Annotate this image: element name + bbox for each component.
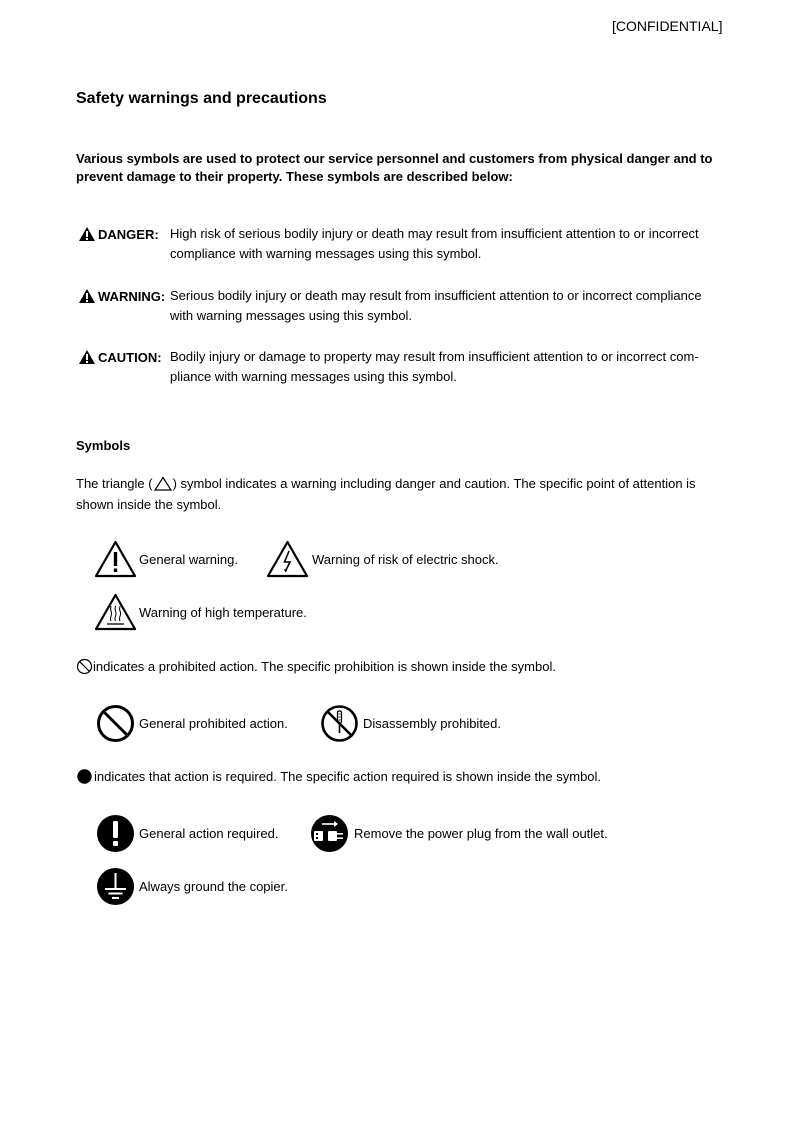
intro-paragraph: Various symbols are used to protect our service personnel and customers from physical danger and to prevent damage to their property. These symbols are described below: [76,151,713,184]
action-required-icon [96,814,135,853]
symbol-always-ground [96,867,288,906]
disassembly-prohibited-icon [320,704,359,743]
symbol-general-warning [94,540,238,578]
danger-label-text: DANGER: [98,226,159,242]
general-prohibited-icon [96,704,135,743]
symbol-general-prohibited [96,704,288,743]
always-ground-label: Always ground the copier. [139,879,288,894]
disassembly-prohibited-label: Disassembly prohibited. [363,716,502,731]
ground-icon [96,867,135,906]
general-prohibited-label: General prohibited action. [139,716,288,731]
caution-description: Bodily injury or damage to property may result from insufficient attention to or incorrect com-pliance with warning messages using this symbol. [170,349,699,384]
required-intro [76,768,601,785]
danger-label [78,226,159,242]
page-title: Safety warnings and precautions [76,90,327,107]
caution-label [78,349,162,365]
warning-triangle-icon [78,288,96,304]
unplug-icon [310,814,349,853]
electric-shock-icon [266,540,309,578]
symbol-general-action-required [96,814,278,853]
symbol-disassembly-prohibited [320,704,501,743]
general-warning-label: General warning. [139,551,238,567]
caution-label-text: CAUTION: [98,349,162,365]
general-action-required-label: General action required. [139,826,279,841]
high-temperature-label: Warning of high temperature. [139,604,307,620]
required-intro-text: indicates that action is required. The specific action required is shown inside the symbol. [94,769,602,784]
triangle-intro-after: ) symbol indicates a warning including danger and caution. The specific point of attention is shown inside the symbol. [76,476,696,512]
symbols-heading: Symbols [76,438,131,453]
warning-label-text: WARNING: [98,288,166,304]
warning-description: Serious bodily injury or death may result from insufficient attention to or incorrect compliance with warning messages using this symbol. [170,288,702,323]
confidential-label: [CONFIDENTIAL] [612,18,723,34]
warning-label [78,288,165,304]
warning-triangle-icon [78,226,96,242]
triangle-intro [76,473,716,515]
required-small-icon [76,768,93,785]
remove-power-plug-label: Remove the power plug from the wall outlet. [354,826,608,841]
electric-shock-label: Warning of risk of electric shock. [312,551,499,567]
prohibited-intro [76,658,556,675]
symbol-remove-power-plug [310,814,608,853]
general-warning-icon [94,540,137,578]
prohibited-intro-text: indicates a prohibited action. The specific prohibition is shown inside the symbol. [93,659,556,674]
prohibited-small-icon [76,658,93,675]
symbol-electric-shock [266,540,499,578]
outline-triangle-icon [154,476,172,491]
danger-description: High risk of serious bodily injury or death may result from insufficient attention to or incorrect compliance with warning messages using this symbol. [170,226,699,261]
triangle-intro-before: The triangle ( [76,476,153,491]
high-temperature-icon [94,593,137,631]
symbol-high-temperature [94,593,307,631]
warning-triangle-icon [78,349,96,365]
